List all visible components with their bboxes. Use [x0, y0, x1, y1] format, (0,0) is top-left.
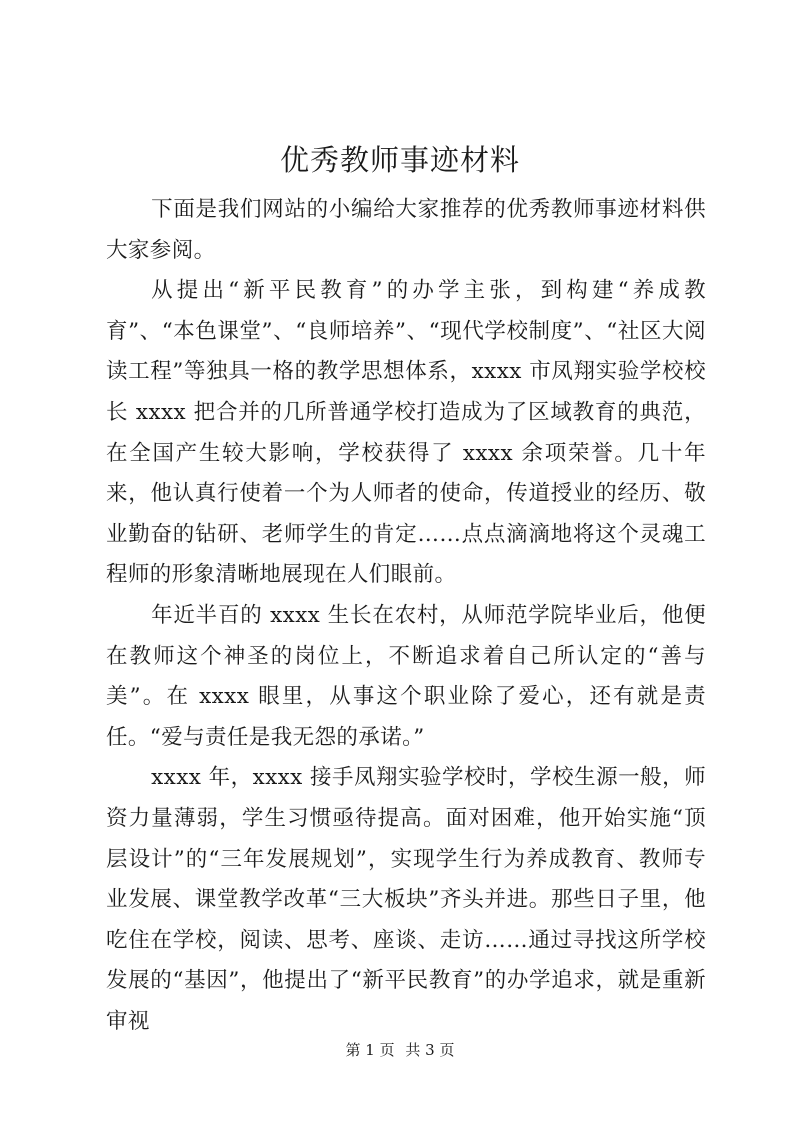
total-pages: 共 3 页	[405, 1041, 455, 1059]
page-footer	[0, 1040, 800, 1060]
document-body	[106, 190, 706, 1042]
paragraph-school-takeover: xxxx 年，xxxx 接手凤翔实验学校时，学校生源一般，师资力量薄弱，学生习惯亟待提高。面对困难，他开始实施“顶层设计”的“三年发展规划”，实现学生行为养成教育、教师专业发展、课堂教学改革“三大板块”齐头并进。那些日子里，他吃住在学校，阅读、思考、座谈、走访……通过寻找这所学校发展的“基因”，他提出了“新平民教育”的办学追求，就是重新审视	[106, 765, 706, 1034]
paragraph-education-philosophy: 从提出“新平民教育”的办学主张，到构建“养成教育”、“本色课堂”、“良师培养”、“现代学校制度”、“社区大阅读工程”等独具一格的教学思想体系，xxxx 市凤翔实验学校校长 xxxx 把合并的几所普通学校打造成为了区域教育的典范，在全国产生较大影响，学校获得了 xxxx 余项荣誉。几十年来，他认真行使着一个为人师者的使命，传道授业的经历、敬业勤奋的钻研、老师学生的肯定……点点滴滴地将这个灵魂工程师的形象清晰地展现在人们眼前。	[106, 278, 706, 588]
document-title: 优秀教师事迹材料	[279, 143, 520, 177]
page-number: 第 1 页	[345, 1041, 395, 1059]
paragraph-background: 年近半百的 xxxx 生长在农村，从师范学院毕业后，他便在教师这个神圣的岗位上，不断追求着自己所认定的“善与美”。在 xxxx 眼里，从事这个职业除了爱心，还有就是责任。“爱与责任是我无怨的承诺。”	[106, 602, 706, 750]
paragraph-intro: 下面是我们网站的小编给大家推荐的优秀教师事迹材料供大家参阅。	[106, 197, 706, 263]
